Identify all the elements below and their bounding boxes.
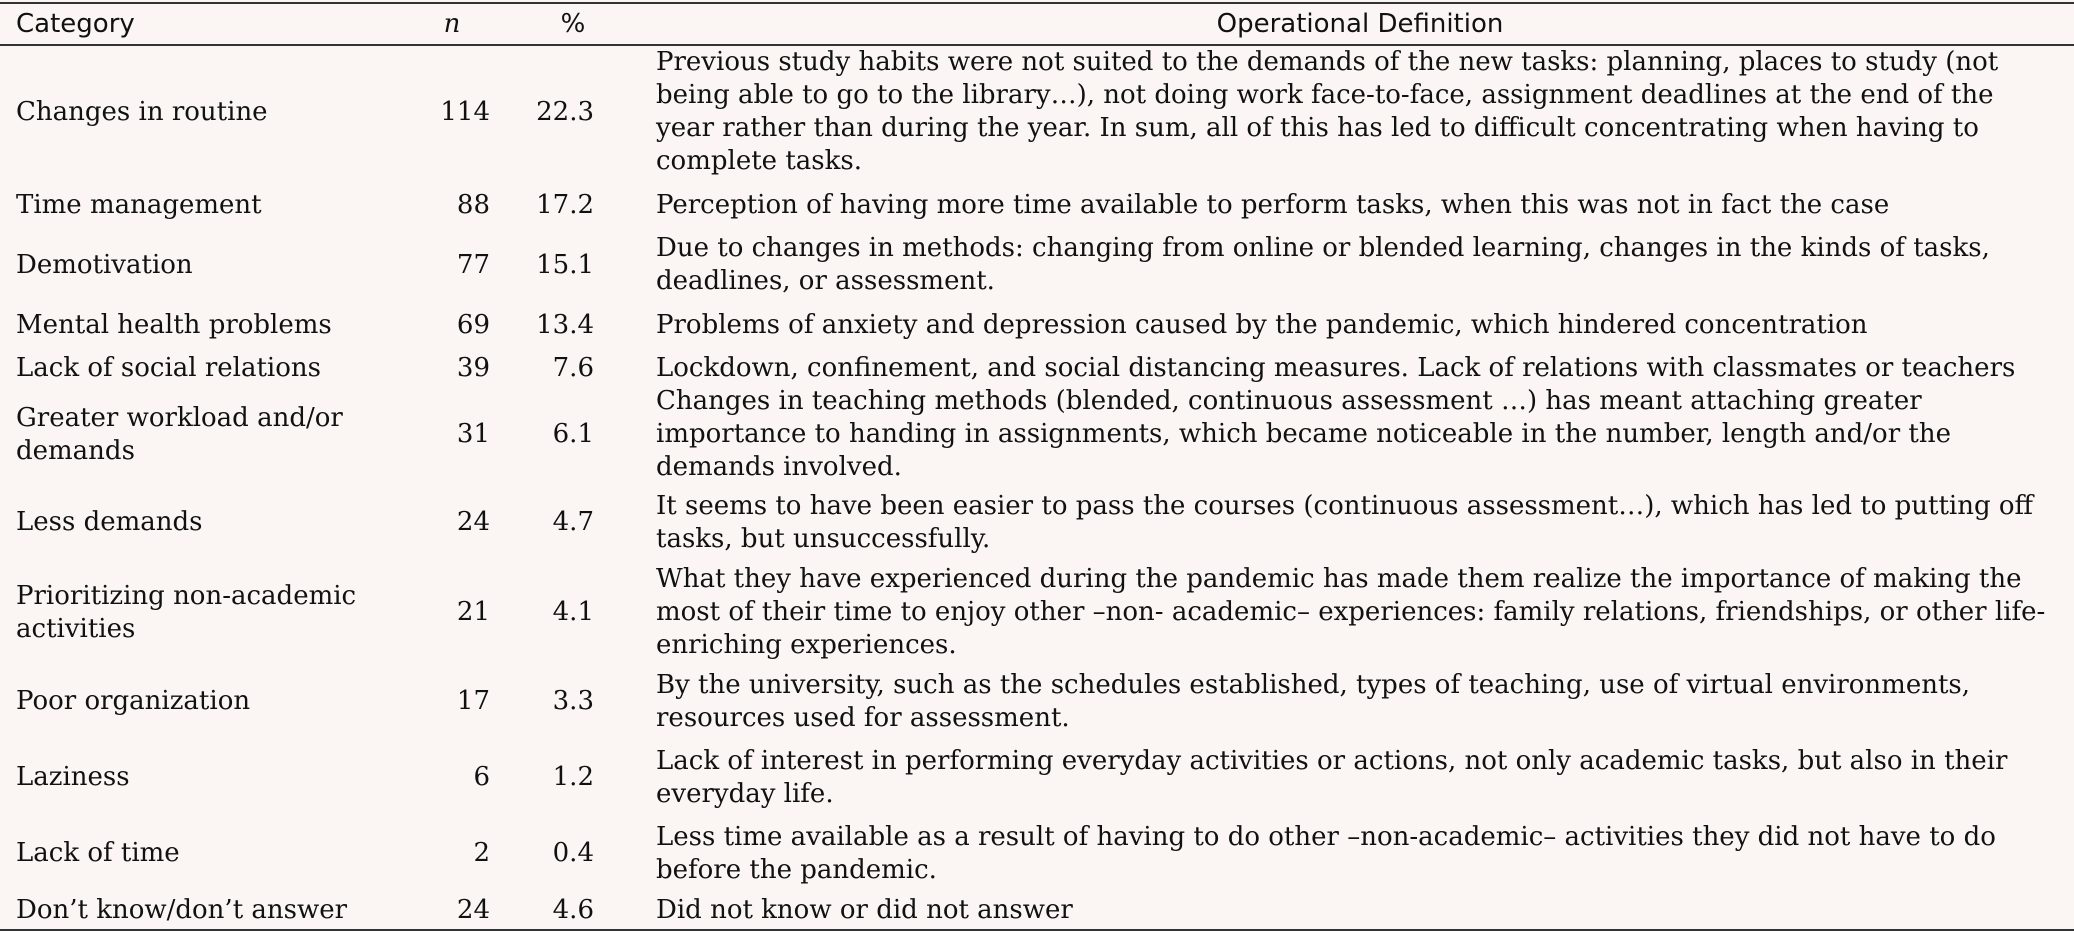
cell-definition: Lockdown, confinement, and social distancing measures. Lack of relations with classmates or teachers <box>656 353 2016 383</box>
cell-n: 2 <box>473 838 490 868</box>
cell-category: Changes in routine <box>16 96 268 127</box>
cell-definition: Perception of having more time available to perform tasks, when this was not in fact the case <box>656 189 1890 220</box>
header-category: Category <box>16 9 135 39</box>
cell-percent: 7.6 <box>552 353 594 383</box>
cell-n: 77 <box>456 249 490 280</box>
table-row <box>0 484 2074 561</box>
cell-definition: It seems to have been easier to pass the courses (continuous assessment…), which has led to putting off tasks, but unsuccessfully. <box>656 490 2034 554</box>
cell-definition: Lack of interest in performing everyday activities or actions, not only academic tasks, but also in their everyday life. <box>656 745 2008 809</box>
table-body <box>0 45 2074 930</box>
cell-definition: Changes in teaching methods (blended, continuous assessment …) has meant attaching greater importance to handing in assignments, which became noticeable in the number, length and/or the demands involved. <box>656 386 1951 482</box>
cell-category: Poor organization <box>16 686 251 716</box>
cell-n: 114 <box>440 96 490 127</box>
cell-percent: 3.3 <box>552 686 594 716</box>
table-row <box>0 232 2074 298</box>
cell-percent: 0.4 <box>552 838 594 868</box>
cell-definition: By the university, such as the schedules established, types of teaching, use of virtual environments, resources used for assessment. <box>656 669 1971 733</box>
cell-n: 24 <box>456 507 490 537</box>
cell-n: 31 <box>456 419 490 449</box>
cell-category: Greater workload and/or demands <box>16 402 343 466</box>
cell-category: Time management <box>16 189 262 220</box>
table-row <box>0 664 2074 739</box>
cell-definition: Previous study habits were not suited to the demands of the new tasks: planning, places to study (not being able to go to the library…), not doing work face-to-face, assignment deadlines at the end of the year rather than during the year. In sum, all of this has led to difficult concentrating when having to complete tasks. <box>656 47 1999 176</box>
cell-n: 88 <box>456 189 490 220</box>
cell-category: Less demands <box>16 507 203 537</box>
table-header <box>0 3 2074 45</box>
cell-percent: 4.6 <box>552 894 594 925</box>
cell-category: Demotivation <box>16 249 193 280</box>
cell-percent: 4.7 <box>552 507 594 537</box>
table-row <box>0 352 2074 385</box>
table-row <box>0 385 2074 484</box>
table-row <box>0 739 2074 816</box>
cell-definition: Did not know or did not answer <box>656 894 1073 925</box>
cell-category: Don’t know/don’t answer <box>16 894 348 925</box>
cell-definition: Less time available as a result of having to do other –non-academic– activities they did not have to do before the pandemic. <box>656 821 1996 885</box>
categories-table <box>0 2 2074 931</box>
cell-percent: 4.1 <box>552 597 594 627</box>
cell-n: 6 <box>473 762 490 792</box>
table-row <box>0 298 2074 352</box>
cell-category: Lack of social relations <box>16 353 321 383</box>
cell-category: Prioritizing non-academic activities <box>16 580 357 644</box>
cell-percent: 17.2 <box>536 189 594 220</box>
header-n: n <box>443 9 461 39</box>
table-row <box>0 891 2074 930</box>
cell-category: Mental health problems <box>16 309 332 340</box>
cell-n: 24 <box>456 894 490 925</box>
header-percent: % <box>560 9 586 39</box>
cell-percent: 22.3 <box>536 96 594 127</box>
cell-category: Lack of time <box>16 838 180 868</box>
table-row <box>0 816 2074 891</box>
cell-definition: What they have experienced during the pandemic has made them realize the importance of making the most of their time to enjoy other –non- academic– experiences: family relations, friendships, or other life-enriching experiences. <box>656 564 2046 660</box>
cell-percent: 13.4 <box>536 309 594 340</box>
cell-percent: 6.1 <box>552 419 594 449</box>
table-row <box>0 178 2074 232</box>
header-definition: Operational Definition <box>1216 9 1504 39</box>
cell-n: 69 <box>456 309 490 340</box>
cell-percent: 1.2 <box>552 762 594 792</box>
cell-n: 17 <box>456 686 490 716</box>
header-row <box>0 3 2074 45</box>
cell-percent: 15.1 <box>536 249 594 280</box>
table-row <box>0 561 2074 664</box>
cell-definition: Due to changes in methods: changing from online or blended learning, changes in the kinds of tasks, deadlines, or assessment. <box>656 233 1990 296</box>
cell-category: Laziness <box>16 762 130 792</box>
cell-definition: Problems of anxiety and depression caused by the pandemic, which hindered concentration <box>656 309 1868 340</box>
cell-n: 21 <box>456 597 490 627</box>
table-row <box>0 45 2074 178</box>
cell-n: 39 <box>456 353 490 383</box>
